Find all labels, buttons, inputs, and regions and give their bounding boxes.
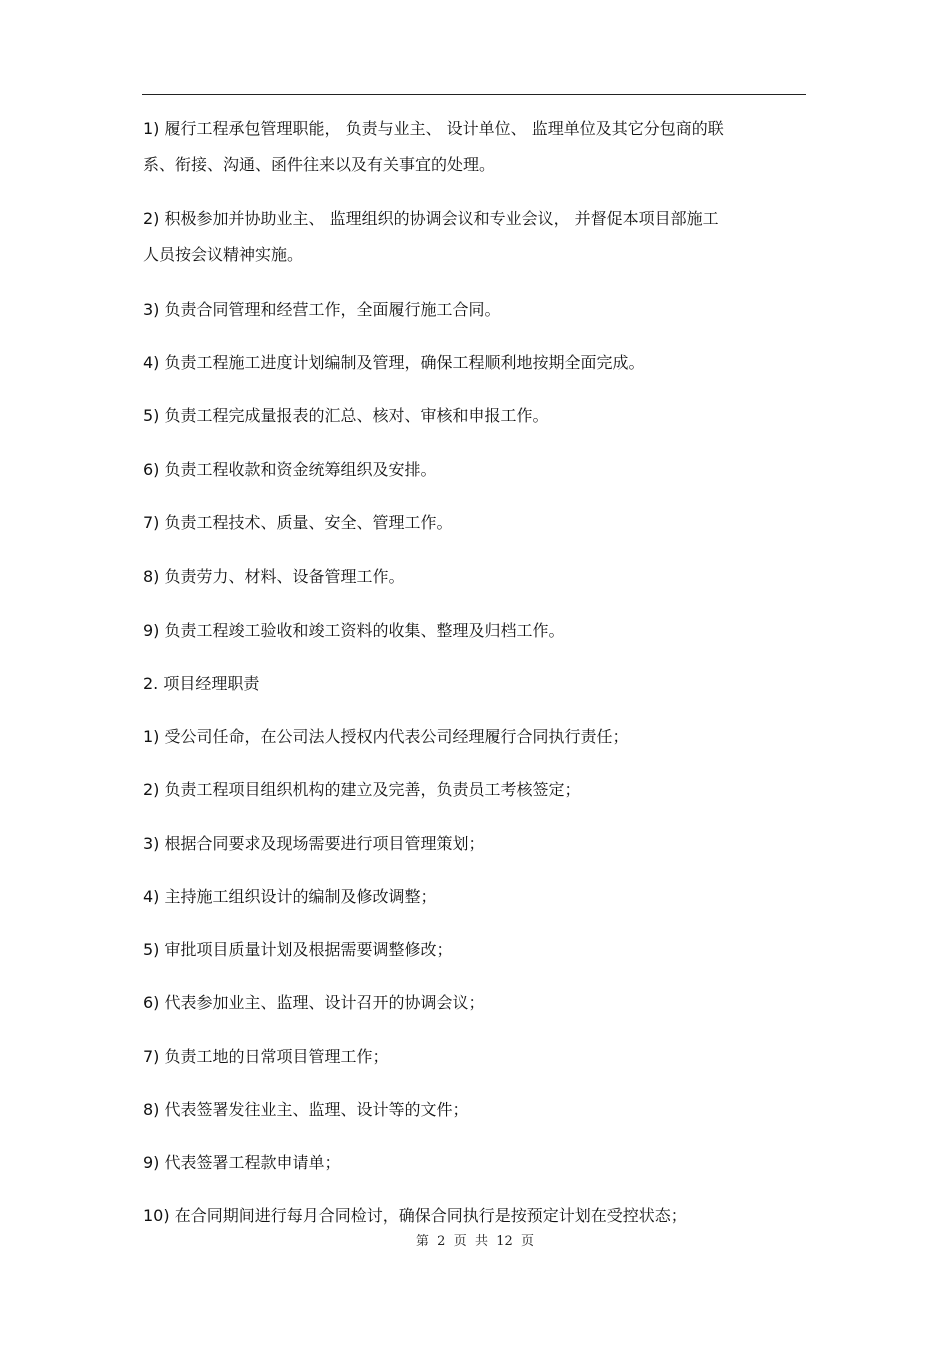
page-number-footer: 第 2 页 共 12 页 bbox=[415, 1234, 535, 1249]
paragraph-line: 10) 在合同期间进行每月合同检讨，确保合同执行是按预定计划在受控状态； bbox=[143, 1206, 687, 1225]
paragraph-line: 系、衔接、沟通、函件往来以及有关事宜的处理。 bbox=[143, 155, 496, 174]
paragraph bbox=[143, 345, 807, 381]
paragraph bbox=[143, 292, 807, 328]
paragraph-line: 4) 负责工程施工进度计划编制及管理，确保工程顺利地按期全面完成。 bbox=[143, 353, 645, 372]
paragraph bbox=[143, 613, 807, 649]
paragraph-line: 6) 负责工程收款和资金统筹组织及安排。 bbox=[143, 460, 437, 479]
paragraph bbox=[143, 826, 807, 862]
paragraph-line: 9) 负责工程竣工验收和竣工资料的收集、整理及归档工作。 bbox=[143, 621, 565, 640]
paragraph-line: 3) 负责合同管理和经营工作，全面履行施工合同。 bbox=[143, 300, 501, 319]
header-rule bbox=[142, 94, 806, 95]
paragraph bbox=[143, 398, 807, 434]
paragraph-line: 2. 项目经理职责 bbox=[143, 674, 260, 693]
paragraph-line: 7) 负责工地的日常项目管理工作； bbox=[143, 1047, 389, 1066]
paragraph-line: 4) 主持施工组织设计的编制及修改调整； bbox=[143, 887, 437, 906]
paragraph bbox=[143, 452, 807, 488]
paragraph-line: 2) 积极参加并协助业主、 监理组织的协调会议和专业会议， 并督促本项目部施工 bbox=[143, 209, 719, 228]
paragraph-line: 2) 负责工程项目组织机构的建立及完善，负责员工考核签定； bbox=[143, 780, 581, 799]
paragraph-line: 1) 受公司任命，在公司法人授权内代表公司经理履行合同执行责任； bbox=[143, 727, 629, 746]
paragraph bbox=[143, 1092, 807, 1128]
paragraph-line: 8) 代表签署发往业主、监理、设计等的文件； bbox=[143, 1100, 469, 1119]
paragraph bbox=[143, 879, 807, 915]
paragraph bbox=[143, 1198, 807, 1234]
paragraph-line: 6) 代表参加业主、监理、设计召开的协调会议； bbox=[143, 993, 485, 1012]
paragraph-line: 5) 负责工程完成量报表的汇总、核对、审核和申报工作。 bbox=[143, 406, 549, 425]
section-heading bbox=[143, 666, 807, 702]
paragraph bbox=[143, 505, 807, 541]
paragraph bbox=[143, 201, 807, 273]
paragraph bbox=[143, 1145, 807, 1181]
paragraph bbox=[143, 559, 807, 595]
paragraph-line: 7) 负责工程技术、质量、安全、管理工作。 bbox=[143, 513, 453, 532]
paragraph bbox=[143, 932, 807, 968]
paragraph-line: 8) 负责劳力、材料、设备管理工作。 bbox=[143, 567, 405, 586]
paragraph bbox=[143, 772, 807, 808]
paragraph bbox=[143, 985, 807, 1021]
paragraph bbox=[143, 111, 807, 183]
paragraph-line: 人员按会议精神实施。 bbox=[143, 245, 304, 264]
paragraph bbox=[143, 719, 807, 755]
paragraph bbox=[143, 1039, 807, 1075]
paragraph-line: 9) 代表签署工程款申请单； bbox=[143, 1153, 341, 1172]
paragraph-line: 5) 审批项目质量计划及根据需要调整修改； bbox=[143, 940, 453, 959]
paragraph-line: 3) 根据合同要求及现场需要进行项目管理策划； bbox=[143, 834, 485, 853]
paragraph-line: 1) 履行工程承包管理职能， 负责与业主、 设计单位、 监理单位及其它分包商的联 bbox=[143, 119, 724, 138]
